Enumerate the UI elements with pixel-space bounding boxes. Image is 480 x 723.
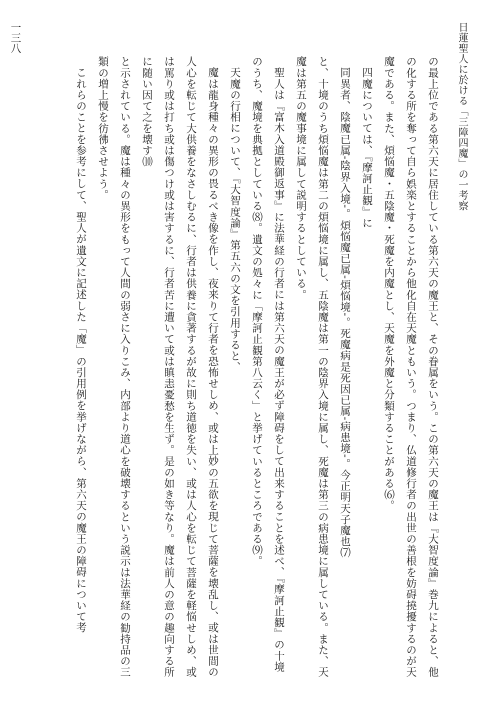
paragraph: と示されている。魔は種々の異形をもって人間の弱さに入りこみ、内部より道心を破壊するという説示は法華経の勧持品の三類の増上慢を彷彿させよう。 xyxy=(97,56,131,678)
paragraph: 天魔の行相について、『大智度論』第五六の文を引用すると、 xyxy=(229,66,241,373)
page-number: 一三八 xyxy=(9,22,22,54)
quotation: 同異者、陰魔已属‐陰界入境‐。煩悩魔已属‐煩悩境‐。死魔病是死因已属‐病患境‐。今正明天子魔也⑺ xyxy=(339,66,351,558)
running-head: 日蓮聖人に於ける「三障四魔」の一考察 xyxy=(456,22,467,211)
body-text xyxy=(24,56,444,681)
paragraph: 聖人は『富木入道殿御返事』に法華経の行者には第六天の魔王が必ず障碍をして出来することを述べ、『摩訶止観』の十境のうち、魔境を典拠としている⑻。遺文の処々に「摩訶止観第八云く」と挙げているところである⑼。 xyxy=(251,56,285,672)
paragraph: の最上位である第六天に居住している第六天の魔王と、その眷属をいう。この第六天の魔王は『大智度論』巻九によると、他の化する所を奪って自ら娯楽とすることから他化自在天魔ともいう。つまり、仏道修行者の出世の善根を妨碍撓擾するのが天魔である。また、煩悩魔・五陰魔・死魔を内魔とし、天魔を外魔と分類することがある⑹。 xyxy=(383,56,439,678)
paragraph: これらのことを参考にして、聖人が遺文に記述した「魔」の引用例を挙げながら、第六天の魔王の障碍について考 xyxy=(75,66,87,633)
paragraph: と、十境のうち煩悩魔は第二の煩悩境に属し、五陰魔は第一の陰界入境に属し、死魔は第三の病患境に属している。また、天魔は第五の魔事境に属して説明するとしている。 xyxy=(295,56,329,678)
quotation: 魔は龍身種々の異形の畏るべき像を作し、夜来りて行者を恐怖せしめ、或は上妙の五欲を現じて菩薩を壊乱し、或は世間の人心を転じて大供養をなさしむるに、行者は供養に貪著するが故に則ち道徳を失い、或は人心を転じて菩薩を軽悩せしめ、或は罵り或は打ち或は傷つけ或は害するに、行者苦に遭いて或は瞋恚憂愁を生ず。是の如き等なり。魔は前人の意の趣向する所に随い因て之を壊す⑽ xyxy=(141,56,219,678)
paragraph: 四魔については、『摩訶止観』に xyxy=(361,66,373,228)
